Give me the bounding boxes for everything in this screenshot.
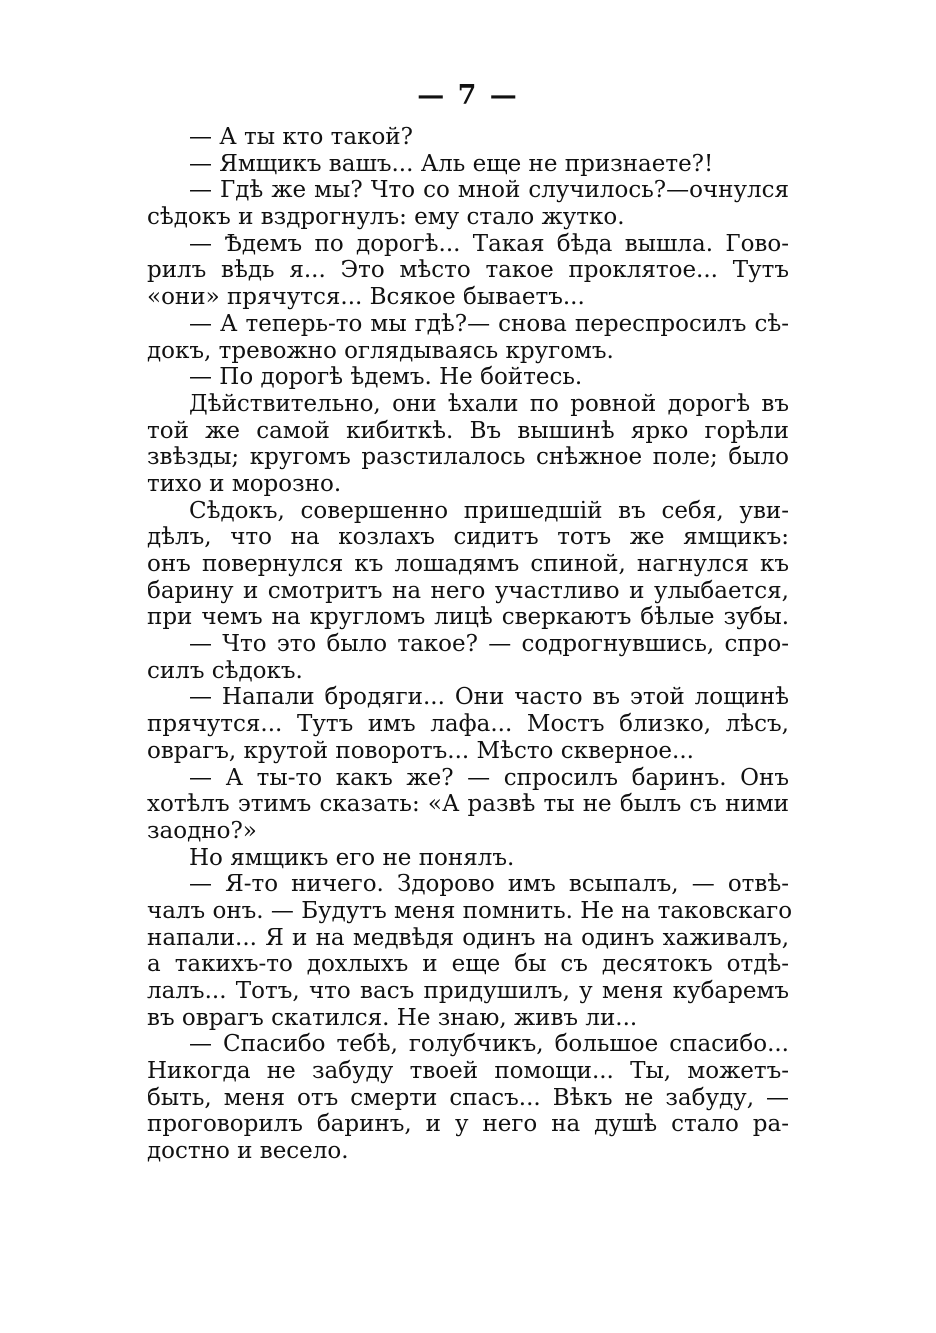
- text-line: заодно?»: [147, 817, 257, 844]
- text-line: — Напали бродяги... Они часто въ этой лощинѣ: [189, 684, 789, 711]
- text-line: достно и весело.: [147, 1138, 349, 1165]
- text-line: той же самой кибиткѣ. Въ вышинѣ ярко горѣли: [147, 417, 789, 444]
- text-line: — Что это было такое? — содрогнувшись, спро-: [189, 631, 789, 658]
- text-line: быть, меня отъ смерти спасъ... Вѣкъ не забуду, —: [147, 1084, 789, 1111]
- text-line: чалъ онъ. — Будутъ меня помнить. Не на таковскаго: [147, 897, 793, 924]
- text-line: — А теперь-то мы гдѣ?— снова переспросилъ сѣ-: [189, 310, 789, 337]
- text-line: онъ повернулся къ лошадямъ спиной, нагнулся къ: [147, 551, 789, 577]
- text-line: звѣзды; кругомъ разстилалось снѣжное поле; было: [147, 444, 789, 471]
- text-line: въ оврагъ скатился. Не знаю, живъ ли...: [147, 1004, 638, 1031]
- text-line: оврагъ, крутой поворотъ... Мѣсто скверное...: [147, 737, 694, 764]
- text-line: барину и смотритъ на него участливо и улыбается,: [147, 577, 789, 604]
- body-text: [147, 124, 793, 1165]
- text-line: — Я-то ничего. Здорово имъ всыпалъ, — отвѣ-: [189, 871, 789, 898]
- text-line: — Спасибо тебѣ, голубчикъ, большое спасибо...: [189, 1031, 789, 1058]
- text-line: — А ты кто такой?: [189, 124, 413, 150]
- text-line: — Ѣдемъ по дорогѣ... Такая бѣда вышла. Гово-: [189, 230, 789, 257]
- text-line: Но ямщикъ его не понялъ.: [189, 844, 515, 871]
- text-line: Дѣйствительно, они ѣхали по ровной дорогѣ въ: [189, 390, 789, 417]
- text-line: лалъ... Тотъ, что васъ придушилъ, у меня кубаремъ: [147, 978, 789, 1004]
- text-line: проговорилъ баринъ, и у него на душѣ стало ра-: [147, 1111, 789, 1138]
- text-line: напали... Я и на медвѣдя одинъ на одинъ хаживалъ,: [147, 924, 789, 951]
- text-line: Никогда не забуду твоей помощи... Ты, можетъ-: [147, 1058, 789, 1085]
- text-line: Сѣдокъ, совершенно пришедшій въ себя, уви-: [189, 497, 789, 524]
- text-line: «они» прячутся... Всякое бываетъ...: [147, 284, 585, 311]
- text-line: хотѣлъ этимъ сказать: «А развѣ ты не былъ съ ними: [147, 791, 789, 818]
- text-line: — По дорогѣ ѣдемъ. Не бойтесь.: [189, 364, 583, 391]
- text-line: — Гдѣ же мы? Что со мной случилось?—очнулся: [189, 177, 789, 204]
- page-number: — 7 —: [417, 80, 519, 111]
- text-line: при чемъ на кругломъ лицѣ сверкаютъ бѣлые зубы.: [147, 604, 789, 631]
- text-line: — А ты-то какъ же? — спросилъ баринъ. Онъ: [189, 764, 789, 791]
- text-line: сѣдокъ и вздрогнулъ: ему стало жутко.: [147, 204, 625, 231]
- text-line: рилъ вѣдь я... Это мѣсто такое проклятое... Тутъ: [147, 257, 789, 284]
- text-line: докъ, тревожно оглядываясь кругомъ.: [147, 337, 614, 364]
- text-line: а такихъ-то дохлыхъ и еще бы съ десятокъ отдѣ-: [147, 951, 789, 978]
- text-line: силъ сѣдокъ.: [147, 657, 303, 684]
- text-line: — Ямщикъ вашъ... Аль еще не признаете?!: [189, 150, 714, 177]
- text-line: дѣлъ, что на козлахъ сидитъ тотъ же ямщикъ:: [147, 524, 789, 551]
- text-line: прячутся... Тутъ имъ лафа... Мостъ близко, лѣсъ,: [147, 711, 789, 738]
- text-line: тихо и морозно.: [147, 470, 342, 497]
